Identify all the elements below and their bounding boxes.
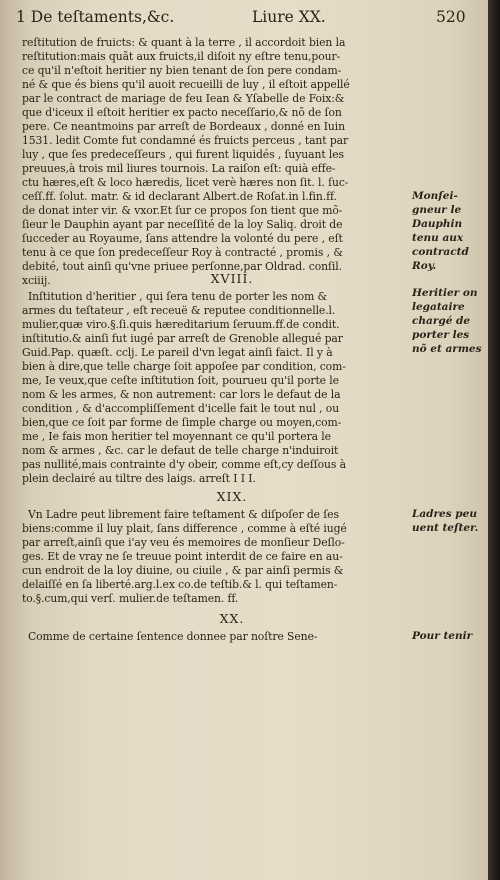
text-line: me, Ie veux,que ceſte inſtitution ſoit, pourueu qu'il porte le bbox=[22, 374, 339, 387]
text-line: plein declairé au tiltre des laigs. arreſt I I I. bbox=[22, 472, 256, 485]
text-line: Guid.Pap. quæſt. cclj. Le pareil d'vn legat ainſi faict. Il y à bbox=[22, 346, 333, 359]
book-edge bbox=[488, 0, 500, 880]
text-line: ce qu'il n'eſtoit heritier ny bien tenant de ſon pere condam- bbox=[22, 64, 342, 77]
text-line: pere. Ce neantmoins par arreſt de Bordeaux , donné en Iuin bbox=[22, 120, 345, 133]
text-line: luy , que ſes predeceſſeurs , qui furent liquidés , ſuyuant les bbox=[22, 148, 344, 161]
text-line: tenu à ce que ſon predeceſſeur Roy à contracté , promis , & bbox=[22, 246, 343, 259]
text-line: ctu hæres,eſt & loco hæredis, licet verè hæres non ſit. l. ſuc- bbox=[22, 176, 349, 189]
section-heading-20: XX. bbox=[219, 611, 245, 626]
section-heading-18: XVIII. bbox=[210, 271, 254, 286]
margin-note: Pour tenir bbox=[412, 630, 473, 642]
margin-note: legataire bbox=[412, 301, 465, 313]
text-line: cun endroit de la loy diuine, ou ciuile , & par ainſi permis & bbox=[22, 564, 344, 577]
text-line: de donat inter vir. & vxor.Et ſur ce propos ſon tient que mõ- bbox=[22, 204, 343, 217]
margin-note: nõ et armes bbox=[412, 343, 482, 355]
text-line: preuues,à trois mil liures tournois. La raiſon eſt: quià effe- bbox=[22, 162, 336, 175]
text-line: biens:comme il luy plait, ſans difference , comme à eſté iugé bbox=[22, 522, 347, 535]
text-line: debité, tout ainſi qu'vne priuee perſonne,par Oldrad. conſil. bbox=[22, 260, 342, 273]
text-line: pas nullité,mais contrainte d'y obeir, comme eſt,cy deſſous à bbox=[22, 458, 346, 471]
text-line: xciiij. bbox=[22, 274, 51, 287]
margin-note: contractd bbox=[412, 246, 469, 258]
text-line: condition , & d'accompliſſement d'icelle fait le tout nul , ou bbox=[22, 402, 340, 415]
text-line: to.§.cum,qui verſ. mulier.de teſtamen. ff. bbox=[22, 592, 239, 605]
header-title: 1 De teſtaments,&c. bbox=[16, 8, 175, 26]
text-line: nom & les armes, & non autrement: car lors le defaut de la bbox=[22, 388, 341, 401]
text-line: me , Ie fais mon heritier tel moyennant ce qu'il portera le bbox=[22, 430, 331, 443]
section-heading-19: XIX. bbox=[216, 489, 248, 504]
margin-note: tenu aux bbox=[412, 232, 464, 244]
text-line: nom & armes , &c. car le defaut de telle charge n'induiroit bbox=[22, 444, 339, 457]
running-header bbox=[16, 8, 466, 30]
text-line: reſtitution de fruicts: & quant à la terre , il accordoit bien la bbox=[22, 36, 346, 49]
margin-note: Roy. bbox=[412, 260, 437, 272]
margin-note: Heritier on bbox=[412, 287, 478, 299]
text-line: Inſtitution d'heritier , qui ſera tenu de porter les nom & bbox=[28, 290, 328, 303]
margin-note: Dauphin bbox=[412, 218, 463, 230]
text-line: par le contract de mariage de feu Iean & Yſabelle de Foix:& bbox=[22, 92, 345, 105]
text-line: reſtitution:mais quãt aux fruicts,il diſoit ny eſtre tenu,pour- bbox=[22, 50, 341, 63]
text-line: ſucceder au Royaume, ſans attendre la volonté du pere , eſt bbox=[22, 232, 343, 245]
text-line: né & que és biens qu'il auoit recueilli de luy , il eſtoit appellé bbox=[22, 78, 350, 91]
text-line: ſieur le Dauphin ayant par neceſſité de la loy Saliq. droit de bbox=[22, 218, 343, 231]
margin-note: uent teſter. bbox=[412, 522, 479, 534]
text-line: ges. Et de vray ne ſe treuue point interdit de ce faire en au- bbox=[22, 550, 343, 563]
margin-note: chargé de bbox=[412, 315, 471, 327]
margin-note: porter les bbox=[412, 329, 470, 341]
text-line: armes du teſtateur , eſt receuë & reputee conditionnelle.l. bbox=[22, 304, 336, 317]
text-line: ceſſ.ff. ſolut. matr. & id declarant Albert.de Roſat.in l.fin.ff. bbox=[22, 190, 337, 203]
text-line: que d'iceux il eſtoit heritier ex pacto neceſſario,& nõ de ſon bbox=[22, 106, 342, 119]
text-line: bien,que ce ſoit par forme de ſimple charge ou moyen,com- bbox=[22, 416, 342, 429]
margin-note: gneur le bbox=[412, 204, 462, 216]
margin-note: Ladres peu bbox=[412, 508, 477, 520]
text-line: par arreſt,ainſi que i'ay veu és memoires de monſieur Deſlo- bbox=[22, 536, 345, 549]
text-line: 1531. ledit Comte fut condamné és fruicts perceus , tant par bbox=[22, 134, 349, 147]
text-line: bien à dire,que telle charge ſoit appoſee par condition, com- bbox=[22, 360, 346, 373]
text-line: Comme de certaine ſentence donnee par noſtre Sene- bbox=[28, 630, 318, 643]
text-line: inſtitutio.& ainſi fut iugé par arreſt de Grenoble allegué par bbox=[22, 332, 343, 345]
text-line: Vn Ladre peut librement faire teſtament & diſpoſer de ſes bbox=[28, 508, 339, 521]
text-line: mulier,quæ viro.§.ſi.quis hæreditarium ſeruum.ff.de condit. bbox=[22, 318, 340, 331]
page-number: 520 bbox=[436, 8, 466, 26]
text-line: delaiſſé en ſa liberté.arg.l.ex co.de teſtib.& l. qui teſtamen- bbox=[22, 578, 338, 591]
header-book: Liure XX. bbox=[252, 8, 326, 26]
margin-note: Monſei- bbox=[412, 190, 458, 202]
